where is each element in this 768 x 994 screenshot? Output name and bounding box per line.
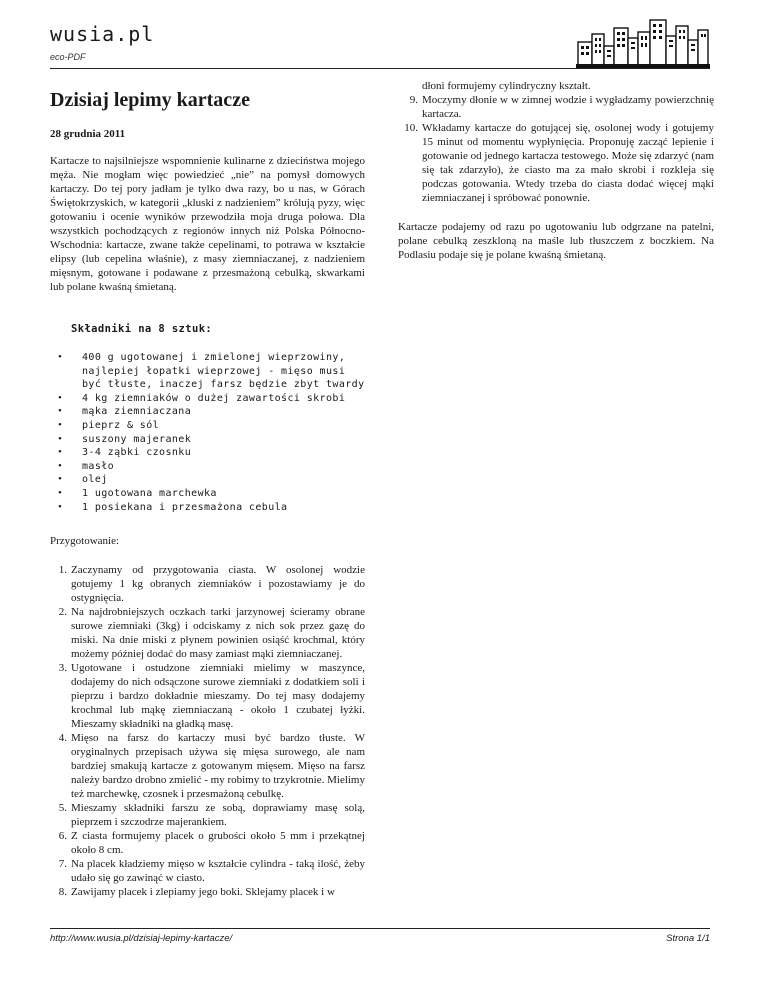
- ingredients-title: Składniki na 8 sztuk:: [71, 323, 213, 335]
- step-number: 10.: [404, 122, 418, 134]
- step-number: 5.: [58, 802, 67, 815]
- list-item: [50, 829, 365, 857]
- step-text: Wkładamy kartacze do gotującej się, osolonej wody i gotujemy 15 minut od momentu wypłynięcia. Proponuję zacząć lepienie i gotowanie od jednego kartacza testowego. Może się zdarzyć (nam się tak zdarzyło), że ciasto ma za mało skrobi i rozkleja się podczas gotowania. Wtedy trzeba do ciasta dodać więcej mąki ziemniaczanej i spróbować ponownie.: [422, 122, 714, 204]
- footer-url-link[interactable]: http://www.wusia.pl/dzisiaj-lepimy-kartacze/: [50, 933, 233, 944]
- step-number: 4.: [58, 732, 67, 745]
- site-subtitle: eco-PDF: [50, 52, 86, 62]
- list-item: [398, 93, 714, 121]
- step-text: Ugotowane i ostudzone ziemniaki mielimy w maszynce, dodajemy do nich odsączone surowe ziemniaki z dodatkiem soli i pieprzu i bardzo dokładnie mieszamy. Do tej masy dodajemy krochmal lub mąkę ziemniaczaną - około 1 czubatej łyżki. Mieszamy składniki na gładką masę.: [71, 662, 365, 731]
- footer-divider: [50, 928, 710, 929]
- serving-paragraph: Kartacze podajemy od razu po ugotowaniu lub odgrzane na patelni, polane cebulką zeszkloną na maśle lub tłuszczem z boczkiem. Na Podlasiu podaje się je polane kwaśną śmietaną.: [398, 221, 714, 261]
- step-number: 6.: [58, 830, 67, 843]
- article-right-column: [398, 79, 714, 262]
- step-text: Zawijamy placek i zlepiamy jego boki. Sklejamy placek i w: [71, 886, 335, 899]
- step-text: Na placek kładziemy mięso w kształcie cylindra - taką ilość, żeby udało się go zawinąć w ciasto.: [71, 858, 365, 885]
- list-item: [50, 885, 365, 899]
- article-left-column: [50, 88, 365, 899]
- list-item: • mąka ziemniaczana: [50, 405, 365, 419]
- page-number: Strona 1/1: [666, 933, 710, 944]
- article-intro: Kartacze to najsilniejsze wspomnienie kulinarne z dzieciństwa mojego męża. Nie mogłam więc powiedzieć „nie” na pomysł domowych kartaczy. Do tej pory jadłam je tylko dwa razy, bo u nas, w Górach Świętokrzyskich, w kategorii „kluski z nadzieniem” królują pyzy, więc gotowaniu i ocenie wyników przewodziła moja druga połowa. Dla wszystkich pochodzących z regionów innych niż Polska Północno-Wschodnia: kartacze, zwane także cepelinami, to potrawa w kształcie elipsy (lub cepelina właśnie), z masy ziemniaczanej, z nadzieniem mięsnym, gotowane i podawane z przesmażoną cebulką, skwarkami lub polane kwaśną śmietaną.: [50, 155, 365, 293]
- list-item: • 1 posiekana i przesmażona cebula: [50, 501, 365, 515]
- step-text: Moczymy dłonie w w zimnej wodzie i wygładzamy powierzchnię kartacza.: [422, 94, 714, 120]
- step-text: Zaczynamy od przygotowania ciasta. W osolonej wodzie gotujemy 1 kg obranych ziemniaków i pozostawiamy je do ostygnięcia.: [71, 564, 365, 605]
- list-item: [398, 79, 714, 93]
- step-number: 9.: [409, 94, 418, 106]
- preparation-heading: Przygotowanie:: [50, 535, 120, 548]
- step-number: 1.: [58, 564, 67, 577]
- list-item: • 1 ugotowana marchewka: [50, 487, 365, 501]
- site-name[interactable]: wusia.pl: [50, 22, 155, 46]
- list-item: [50, 731, 365, 801]
- step-text: Mięso na farsz do kartaczy musi być bardzo tłuste. W oryginalnych przepisach używa się mięsa surowego, ale nam bardziej smakują kartacze z gotowanym mięsem. Mięso na farsz należy bardzo drobno zmielić - my robimy to trzykrotnie. Mielimy też marchewkę, czosnek i przesmażoną cebulkę.: [71, 732, 365, 801]
- list-item: [50, 661, 365, 731]
- list-item: [398, 121, 714, 205]
- preparation-steps-continued: [398, 79, 714, 205]
- list-item: [50, 857, 365, 885]
- step-text: Na najdrobniejszych oczkach tarki jarzynowej ścieramy obrane surowe ziemniaki (3kg) i odciskamy z nich sok przez gazę do miski. Na dnie miski z płynem powinien osiąść krochmal, który możemy później dodać do masy zamiast mąki ziemniaczanej.: [71, 606, 365, 661]
- header-divider: [50, 68, 710, 69]
- article-title: Dzisiaj lepimy kartacze: [50, 89, 250, 111]
- step-number: 3.: [58, 662, 67, 675]
- list-item: [50, 563, 365, 605]
- list-item: • olej: [50, 473, 365, 487]
- list-item: • 3-4 ząbki czosnku: [50, 446, 365, 460]
- step-number: 2.: [58, 606, 67, 619]
- list-item: • suszony majeranek: [50, 433, 365, 447]
- article-date: 28 grudnia 2011: [50, 128, 126, 140]
- list-item: [50, 801, 365, 829]
- step-text: dłoni formujemy cylindryczny kształt.: [422, 80, 591, 92]
- preparation-steps: [50, 563, 365, 899]
- step-number: 7.: [58, 858, 67, 871]
- list-item: • pieprz & sól: [50, 419, 365, 433]
- step-number: 8.: [58, 886, 67, 899]
- list-item: • masło: [50, 460, 365, 474]
- city-skyline-icon: [576, 12, 710, 68]
- step-text: Mieszamy składniki farszu ze sobą, doprawiamy masę solą, pieprzem i szczodrze majerankiem.: [71, 802, 365, 829]
- list-item: [50, 605, 365, 661]
- step-text: Z ciasta formujemy placek o grubości około 5 mm i przekątnej około 8 cm.: [71, 830, 365, 857]
- list-item: • 4 kg ziemniaków o dużej zawartości skrobi: [50, 392, 365, 406]
- list-item: • 400 g ugotowanej i zmielonej wieprzowiny, najlepiej łopatki wieprzowej - mięso musi być tłuste, inaczej farsz będzie zbyt twardy: [50, 351, 365, 392]
- ingredients-list: [50, 351, 365, 514]
